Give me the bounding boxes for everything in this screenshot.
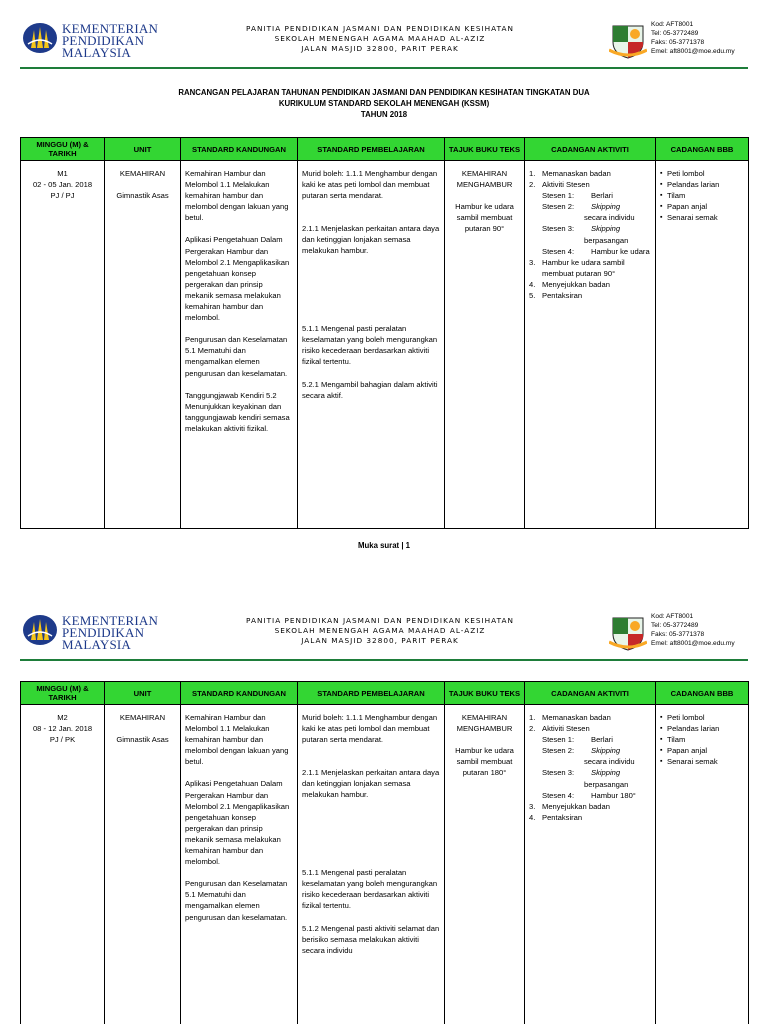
- sp-item: 5.1.1 Mengenal pasti peralatan keselamatan yang boleh mengurangkan risiko kecederaan berdasarkan aktiviti fizikal tertentu.: [302, 867, 438, 910]
- cell-week: [21, 161, 105, 529]
- cell-standard-kandungan: [181, 161, 298, 529]
- station-list: [529, 190, 651, 257]
- title-line: KURIKULUM STANDARD SEKOLAH MENENGAH (KSSM): [278, 99, 490, 108]
- table-row: [21, 705, 749, 1024]
- sk-item: Kemahiran Hambur dan Melombol 1.1 Melakukan kemahiran hambur dan melombol dengan lakuan yang betul.: [185, 169, 289, 223]
- sp-item: 5.2.1 Mengambil bahagian dalam aktiviti secara aktif.: [302, 379, 438, 401]
- cell-unit: [105, 161, 181, 529]
- bbb-item: ▪ Senarai semak: [660, 756, 744, 767]
- logo-line: KEMENTERIAN: [62, 613, 159, 628]
- activity-item: 4. Menyejukkan badan: [529, 279, 610, 289]
- station-row: Stesen 1: Berlari: [542, 735, 613, 745]
- col-header-unit: UNIT: [105, 682, 181, 705]
- sk-item: Aplikasi Pengetahuan Dalam Pergerakan Hambur dan Melombol 2.1 Mengaplikasikan pengetahuan konsep pergerakan dan prinsip mekanik semasa melakukan kemahiran hambur dan melombol.: [185, 235, 290, 323]
- panel-name: PANITIA PENDIDIKAN JASMANI DAN PENDIDIKAN KESIHATAN: [246, 24, 514, 33]
- contact-tel: Tel: 05-3772489: [651, 30, 699, 37]
- sp-item: 5.1.1 Mengenal pasti peralatan keselamatan yang boleh mengurangkan risiko kecederaan berdasarkan aktiviti fizikal tertentu.: [302, 323, 438, 366]
- col-header-tajuk-buku: TAJUK BUKU TEKS: [445, 138, 525, 161]
- bbb-item: ▪ Peti lombol: [660, 168, 744, 179]
- kpm-logo: [22, 22, 162, 58]
- cell-bbb: [656, 161, 749, 529]
- contact-code: Kod: AFT8001: [651, 613, 694, 620]
- col-header-bbb: CADANGAN BBB: [656, 682, 749, 705]
- logo-line: PENDIDIKAN: [62, 33, 145, 48]
- bbb-item: ▪ Papan anjal: [660, 745, 744, 756]
- contact-info: [651, 612, 735, 648]
- col-header-aktiviti: CADANGAN AKTIVITI: [525, 682, 656, 705]
- station-row: Stesen 4: Hambur 180°: [542, 790, 636, 800]
- lesson-plan-table: [20, 681, 749, 1024]
- sp-item: Murid boleh: 1.1.1 Menghambur dengan kaki ke atas peti lombol dan membuat putaran serta mendarat.: [302, 713, 438, 745]
- header-divider: [20, 659, 748, 661]
- col-header-standard-pembelajaran: STANDARD PEMBELAJARAN: [298, 138, 445, 161]
- col-header-standard-kandungan: STANDARD KANDUNGAN: [181, 138, 298, 161]
- station-list: [529, 734, 651, 801]
- week-code: PJ / PJ: [50, 191, 75, 201]
- activity-item: 3. Menyejukkan badan: [529, 801, 610, 811]
- header-divider: [20, 67, 748, 69]
- cell-tajuk-buku: [445, 705, 525, 1024]
- bbb-item: ▪ Papan anjal: [660, 201, 744, 212]
- cell-unit: [105, 705, 181, 1024]
- table-header-row: [21, 682, 749, 705]
- sp-item: 2.1.1 Menjelaskan perkaitan antara daya dan ketinggian lonjakan semasa melakukan hambur.: [302, 224, 440, 256]
- station-row: Stesen 2: Skipping: [542, 202, 621, 212]
- col-header-aktiviti: CADANGAN AKTIVITI: [525, 138, 656, 161]
- unit-sub: Gimnastik Asas: [116, 735, 169, 745]
- station-row: Stesen 3: Skipping: [542, 768, 621, 778]
- col-header-minggu: MINGGU (M) & TARIKH: [21, 682, 105, 705]
- col-header-minggu: MINGGU (M) & TARIKH: [21, 138, 105, 161]
- station-cont: berpasangan: [584, 779, 629, 789]
- station-row: Stesen 4: Hambur ke udara: [542, 246, 650, 256]
- kpm-logo: [22, 614, 162, 650]
- contact-info: [651, 20, 735, 56]
- page-gap: [0, 570, 768, 580]
- title-line: TAHUN 2018: [360, 110, 408, 119]
- week-date: 08 - 12 Jan. 2018: [32, 724, 93, 734]
- unit-title: KEMAHIRAN: [119, 169, 166, 178]
- contact-code: Kod: AFT8001: [651, 21, 694, 28]
- school-name: SEKOLAH MENENGAH AGAMA MAAHAD AL-AZIZ: [274, 626, 486, 635]
- document-page-2: [0, 580, 768, 1024]
- cell-aktiviti: [525, 705, 656, 1024]
- activity-item: 1. Memanaskan badan: [529, 713, 611, 722]
- school-info: [230, 24, 530, 54]
- sk-item: Aplikasi Pengetahuan Dalam Pergerakan Hambur dan Melombol 2.1 Mengaplikasikan pengetahuan konsep pergerakan dan prinsip mekanik semasa melakukan kemahiran hambur dan melombol.: [185, 779, 290, 867]
- bbb-item: ▪ Pelandas larian: [660, 179, 744, 190]
- school-name: SEKOLAH MENENGAH AGAMA MAAHAD AL-AZIZ: [274, 34, 486, 43]
- activity-item: 2. Aktiviti Stesen: [529, 180, 590, 190]
- contact-email[interactable]: Emel: aft8001@moe.edu.my: [651, 640, 735, 647]
- cell-standard-pembelajaran: [298, 161, 445, 529]
- school-address: JALAN MASJID 32800, PARIT PERAK: [301, 44, 459, 53]
- cell-standard-kandungan: [181, 705, 298, 1024]
- school-info: [230, 616, 530, 646]
- activity-item: 4. Pentaksiran: [529, 812, 583, 822]
- sk-item: Tanggungjawab Kendiri 5.2 Menunjukkan keyakinan dan tanggungjawab kendiri semasa melakukan aktiviti fizikal.: [185, 390, 290, 433]
- sp-item: Murid boleh: 1.1.1 Menghambur dengan kaki ke atas peti lombol dan membuat putaran serta mendarat.: [302, 169, 438, 201]
- week-code: PJ / PK: [49, 735, 76, 745]
- activity-list: [529, 801, 651, 823]
- activity-list: [529, 712, 651, 734]
- document-title: [0, 87, 768, 120]
- station-row: Stesen 2: Skipping: [542, 746, 621, 756]
- sk-item: Kemahiran Hambur dan Melombol 1.1 Melakukan kemahiran hambur dan melombol dengan lakuan yang betul.: [185, 713, 289, 767]
- activity-list: [529, 168, 651, 190]
- cell-tajuk-buku: [445, 161, 525, 529]
- bbb-list: [660, 712, 744, 767]
- table-header-row: [21, 138, 749, 161]
- station-cont: secara individu: [584, 213, 635, 223]
- bbb-item: ▪ Tilam: [660, 190, 744, 201]
- col-header-tajuk-buku: TAJUK BUKU TEKS: [445, 682, 525, 705]
- school-address: JALAN MASJID 32800, PARIT PERAK: [301, 636, 459, 645]
- station-row: Stesen 1: Berlari: [542, 191, 613, 201]
- station-cont: berpasangan: [584, 235, 629, 245]
- col-header-standard-pembelajaran: STANDARD PEMBELAJARAN: [298, 682, 445, 705]
- unit-sub: Gimnastik Asas: [116, 191, 169, 201]
- cell-aktiviti: [525, 161, 656, 529]
- contact-tel: Tel: 05-3772489: [651, 622, 699, 629]
- buku-title: KEMAHIRAN MENGHAMBUR: [456, 169, 513, 190]
- bbb-item: ▪ Peti lombol: [660, 712, 744, 723]
- logo-line: MALAYSIA: [62, 45, 132, 60]
- page-header: [0, 14, 768, 64]
- activity-item: 5. Pentaksiran: [529, 291, 583, 301]
- cell-standard-pembelajaran: [298, 705, 445, 1024]
- lesson-plan-table: [20, 137, 749, 529]
- unit-title: KEMAHIRAN: [119, 713, 166, 722]
- col-header-unit: UNIT: [105, 138, 181, 161]
- week-label: M1: [57, 169, 68, 178]
- sp-item: 5.1.2 Mengenal pasti aktiviti selamat dan berisiko semasa melakukan aktiviti secara individu: [302, 923, 440, 956]
- buku-title: KEMAHIRAN MENGHAMBUR: [456, 713, 513, 734]
- col-header-bbb: CADANGAN BBB: [656, 138, 749, 161]
- station-row: Stesen 3: Skipping: [542, 224, 621, 234]
- page-number: Muka surat | 1: [357, 541, 410, 550]
- school-crest-icon: [609, 612, 647, 652]
- logo-line: KEMENTERIAN: [62, 21, 159, 36]
- col-header-standard-kandungan: STANDARD KANDUNGAN: [181, 682, 298, 705]
- contact-fax: Faks: 05-3771378: [651, 631, 705, 638]
- buku-sub: Hambur ke udara sambil membuat putaran 90°: [455, 202, 514, 234]
- activity-item: 1. Memanaskan badan: [529, 169, 611, 178]
- buku-sub: Hambur ke udara sambil membuat putaran 180°: [455, 746, 514, 778]
- bbb-item: ▪ Tilam: [660, 734, 744, 745]
- table-row: [21, 161, 749, 529]
- logo-line: MALAYSIA: [62, 637, 132, 652]
- page-header: [0, 606, 768, 656]
- cell-week: [21, 705, 105, 1024]
- logo-line: PENDIDIKAN: [62, 625, 145, 640]
- station-cont: secara individu: [584, 757, 635, 767]
- week-label: M2: [57, 713, 68, 722]
- kpm-emblem-icon: [22, 22, 58, 54]
- activity-item: 2. Aktiviti Stesen: [529, 724, 590, 734]
- kpm-emblem-icon: [22, 614, 58, 646]
- bbb-list: [660, 168, 744, 223]
- contact-email[interactable]: Emel: aft8001@moe.edu.my: [651, 48, 735, 55]
- cell-bbb: [656, 705, 749, 1024]
- sk-item: Pengurusan dan Keselamatan 5.1 Mematuhi dan mengamalkan elemen pengurusan dan keselamatan.: [185, 879, 288, 922]
- title-line: RANCANGAN PELAJARAN TAHUNAN PENDIDIKAN JASMANI DAN PENDIDIKAN KESIHATAN TINGKATAN DUA: [178, 88, 590, 97]
- activity-list: [529, 257, 651, 301]
- sp-item: 2.1.1 Menjelaskan perkaitan antara daya dan ketinggian lonjakan semasa melakukan hambur.: [302, 768, 440, 800]
- school-crest-icon: [609, 20, 647, 60]
- sk-item: Pengurusan dan Keselamatan 5.1 Mematuhi dan mengamalkan elemen pengurusan dan keselamatan.: [185, 335, 288, 378]
- contact-fax: Faks: 05-3771378: [651, 39, 705, 46]
- panel-name: PANITIA PENDIDIKAN JASMANI DAN PENDIDIKAN KESIHATAN: [246, 616, 514, 625]
- week-date: 02 - 05 Jan. 2018: [32, 180, 93, 190]
- bbb-item: ▪ Senarai semak: [660, 212, 744, 223]
- bbb-item: ▪ Pelandas larian: [660, 723, 744, 734]
- activity-item: 3. Hambur ke udara sambil membuat putaran 90°: [529, 257, 625, 278]
